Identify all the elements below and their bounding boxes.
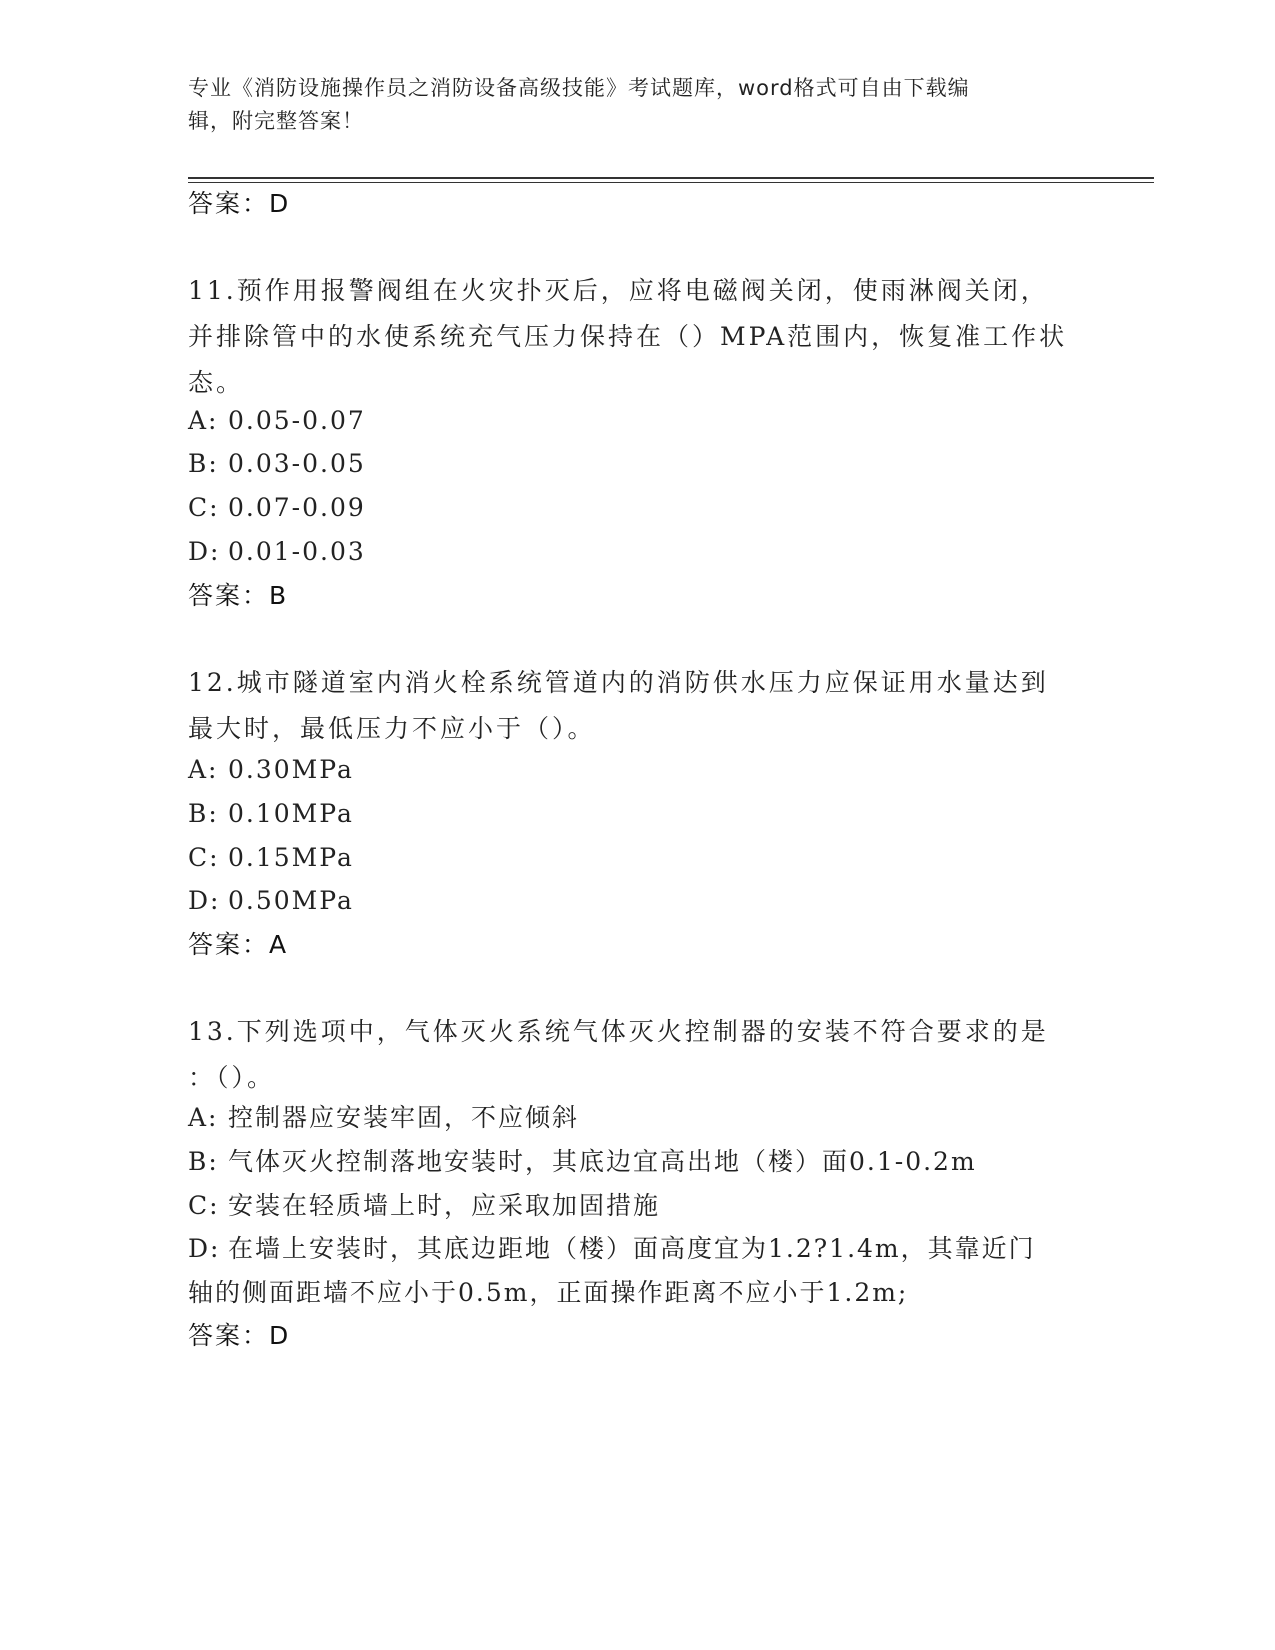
- question-11-option-a: [188, 398, 1108, 444]
- answer-previous: [188, 188, 288, 220]
- option-text: 0.07-0.09: [228, 493, 366, 522]
- question-13-option-a: [188, 1095, 1108, 1141]
- option-text: 0.03-0.05: [228, 449, 366, 478]
- option-key: D:: [188, 1234, 221, 1263]
- header-line-1: 专业《消防设施操作员之消防设备高级技能》考试题库，word格式可自由下载编: [188, 76, 970, 100]
- question-13-option-d-continued: [188, 1270, 1108, 1316]
- question-line: 最大时，最低压力不应小于（）。: [188, 714, 596, 743]
- option-text: 气体灭火控制落地安装时，其底边宜高出地（楼）面0.1-0.2m: [228, 1147, 977, 1176]
- option-key: B:: [188, 799, 219, 828]
- option-key: C:: [188, 493, 220, 522]
- option-key: A:: [188, 1103, 219, 1132]
- option-text: 0.15MPa: [228, 843, 354, 872]
- question-line: 12.城市隧道室内消火栓系统管道内的消防供水压力应保证用水量达到: [188, 668, 1049, 697]
- question-line: ：（）。: [188, 1063, 276, 1092]
- option-key: C:: [188, 1191, 220, 1220]
- option-key: A:: [188, 406, 219, 435]
- question-13-answer: [188, 1320, 288, 1352]
- question-11: [188, 268, 1088, 406]
- answer-value: B: [269, 581, 287, 610]
- question-13-option-b: [188, 1139, 1108, 1185]
- option-text: 0.05-0.07: [228, 406, 366, 435]
- question-11-answer: [188, 580, 286, 612]
- option-key: B:: [188, 1147, 219, 1176]
- answer-value: D: [269, 189, 289, 218]
- option-key: B:: [188, 449, 219, 478]
- option-text: 控制器应安装牢固，不应倾斜: [228, 1103, 580, 1132]
- option-text: 0.50MPa: [228, 886, 354, 915]
- option-key: D:: [188, 886, 221, 915]
- answer-value: A: [269, 930, 287, 959]
- question-line: 11.预作用报警阀组在火灾扑灭后，应将电磁阀关闭，使雨淋阀关闭，: [188, 276, 1049, 305]
- question-13: [188, 1009, 1088, 1101]
- option-key: A:: [188, 755, 219, 784]
- question-13-option-d: [188, 1226, 1108, 1272]
- answer-label: 答案：: [188, 1321, 270, 1350]
- question-12-option-b: [188, 791, 1108, 837]
- question-11-option-c: [188, 485, 1108, 531]
- question-line: 并排除管中的水使系统充气压力保持在（）MPA范围内，恢复准工作状: [188, 322, 1068, 351]
- question-12-option-c: [188, 835, 1108, 881]
- answer-label: 答案：: [188, 189, 270, 218]
- header-line-2: 辑，附完整答案！: [188, 109, 364, 133]
- question-12: [188, 660, 1088, 752]
- option-text: 0.30MPa: [228, 755, 354, 784]
- option-key: D:: [188, 537, 221, 566]
- option-text: 安装在轻质墙上时，应采取加固措施: [228, 1191, 661, 1220]
- option-text: 0.10MPa: [228, 799, 354, 828]
- option-text: 0.01-0.03: [228, 537, 366, 566]
- answer-value: D: [269, 1321, 289, 1350]
- question-12-answer: [188, 929, 286, 961]
- question-line: 态。: [188, 368, 245, 397]
- question-11-option-d: [188, 529, 1108, 575]
- option-key: C:: [188, 843, 220, 872]
- header-rule-thick: [188, 177, 1154, 179]
- document-header: [188, 72, 1068, 138]
- answer-label: 答案：: [188, 581, 270, 610]
- option-text: 在墙上安装时，其底边距地（楼）面高度宜为1.2?1.4m，其靠近门: [228, 1234, 1036, 1263]
- answer-label: 答案：: [188, 930, 270, 959]
- question-12-option-a: [188, 747, 1108, 793]
- option-text: 轴的侧面距墙不应小于0.5m，正面操作距离不应小于1.2m;: [188, 1278, 909, 1307]
- question-12-option-d: [188, 878, 1108, 924]
- question-line: 13.下列选项中，气体灭火系统气体灭火控制器的安装不符合要求的是: [188, 1017, 1049, 1046]
- header-rule-thin: [188, 182, 1154, 183]
- question-13-option-c: [188, 1183, 1108, 1229]
- question-11-option-b: [188, 441, 1108, 487]
